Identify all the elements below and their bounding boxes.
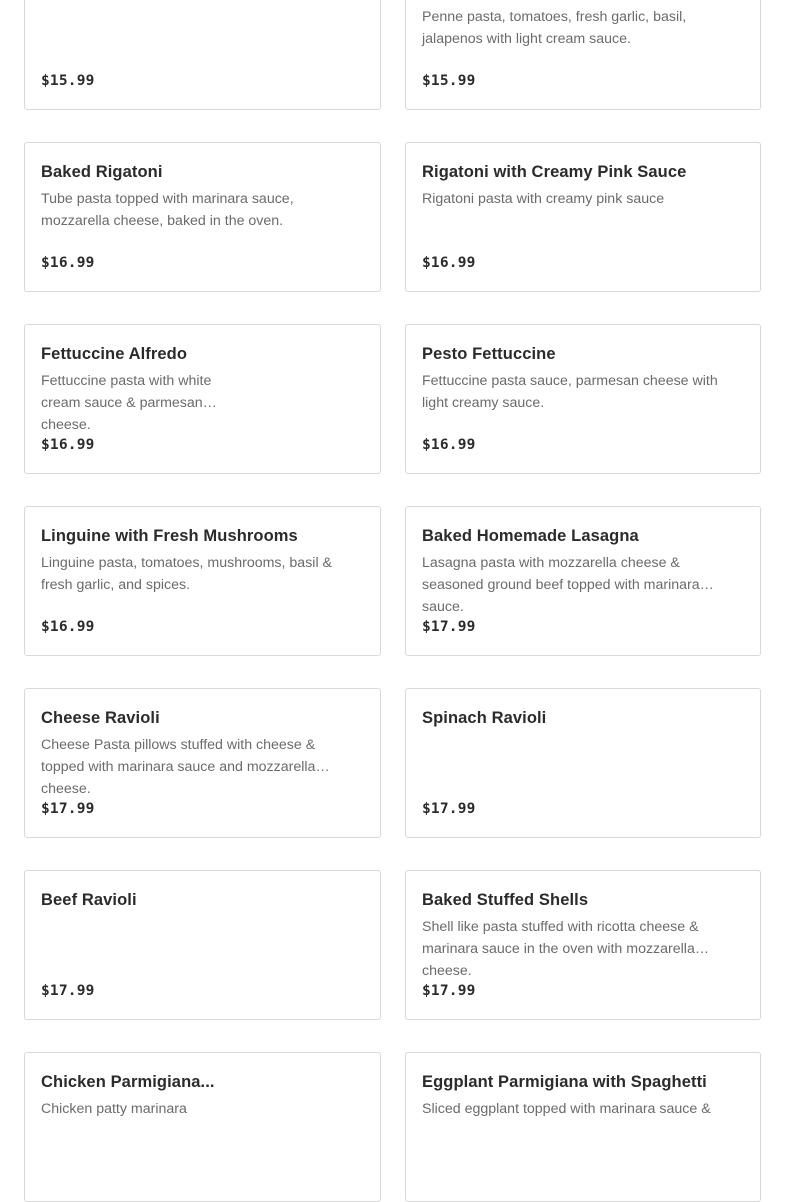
menu-item-description: Rigatoni pasta with creamy pink sauce (422, 191, 665, 207)
menu-item-name: Eggplant Parmigiana with Spaghetti (422, 1073, 707, 1091)
menu-item-card[interactable] (24, 324, 381, 474)
menu-item-description: Tube pasta topped with marinara sauce, mozzarella cheese, baked in the oven. (41, 191, 294, 229)
menu-item-price: $17.99 (41, 801, 95, 817)
menu-item-name: Beef Ravioli (41, 891, 137, 909)
menu-item-description: Cheese Pasta pillows stuffed with cheese & topped with marinara sauce and mozzarella cheese. (41, 737, 316, 797)
menu-item-price: $17.99 (422, 983, 476, 999)
menu-item-description: Sliced eggplant topped with marinara sauce & (422, 1101, 711, 1117)
menu-item-name: Fettuccine Alfredo (41, 345, 188, 363)
menu-item-card[interactable] (24, 870, 381, 1020)
menu-item-name: Linguine with Fresh Mushrooms (41, 527, 298, 545)
menu-item-name: Baked Homemade Lasagna (422, 527, 639, 545)
menu-item-name: Pesto Fettuccine (422, 345, 556, 363)
menu-item-price: $17.99 (422, 801, 476, 817)
menu-item-name: Baked Rigatoni (41, 163, 163, 181)
menu-item-card[interactable] (405, 688, 761, 838)
menu-item-card[interactable] (405, 506, 761, 656)
menu-item-name: Cheese Ravioli (41, 709, 160, 727)
menu-item-description: Fettuccine pasta sauce, parmesan cheese with light creamy sauce. (422, 373, 718, 411)
menu-item-name: Rigatoni with Creamy Pink Sauce (422, 163, 687, 181)
menu-item-price: $17.99 (422, 619, 476, 635)
menu-item-price: $16.99 (41, 437, 95, 453)
menu-item-name: Chicken Parmigiana... (41, 1073, 215, 1091)
menu-item-card[interactable] (24, 506, 381, 656)
menu-item-price: $17.99 (41, 983, 95, 999)
menu-item-card[interactable] (24, 142, 381, 292)
menu-item-price: $16.99 (422, 255, 476, 271)
menu-item-card[interactable] (405, 142, 761, 292)
menu-item-description: Fettuccine pasta with white cream sauce & parmesan cheese. (41, 373, 212, 433)
menu-item-card[interactable] (405, 870, 761, 1020)
menu-item-card[interactable] (24, 1052, 381, 1202)
menu-items-grid (24, 0, 761, 1202)
menu-item-card[interactable] (405, 1052, 761, 1202)
menu-item-description: Penne pasta, tomatoes, fresh garlic, basil, jalapenos with light cream sauce. (422, 9, 687, 47)
menu-item-card[interactable] (24, 0, 381, 110)
menu-item-card[interactable] (405, 0, 761, 110)
menu-item-card[interactable] (405, 324, 761, 474)
menu-item-price: $16.99 (41, 255, 95, 271)
menu-item-description: Lasagna pasta with mozzarella cheese & seasoned ground beef topped with marinara sauce. (422, 555, 700, 615)
menu-item-description: Linguine pasta, tomatoes, mushrooms, basil & fresh garlic, and spices. (41, 555, 332, 593)
menu-item-price: $16.99 (41, 619, 95, 635)
menu-item-price: $16.99 (422, 437, 476, 453)
menu-item-description: Chicken patty marinara (41, 1101, 187, 1117)
menu-item-card[interactable] (24, 688, 381, 838)
menu-item-price: $15.99 (41, 73, 95, 89)
menu-item-price: $15.99 (422, 73, 476, 89)
menu-item-name: Spinach Ravioli (422, 709, 547, 727)
menu-item-description: Shell like pasta stuffed with ricotta cheese & marinara sauce in the oven with mozzarella cheese. (422, 919, 699, 979)
menu-item-name: Baked Stuffed Shells (422, 891, 589, 909)
